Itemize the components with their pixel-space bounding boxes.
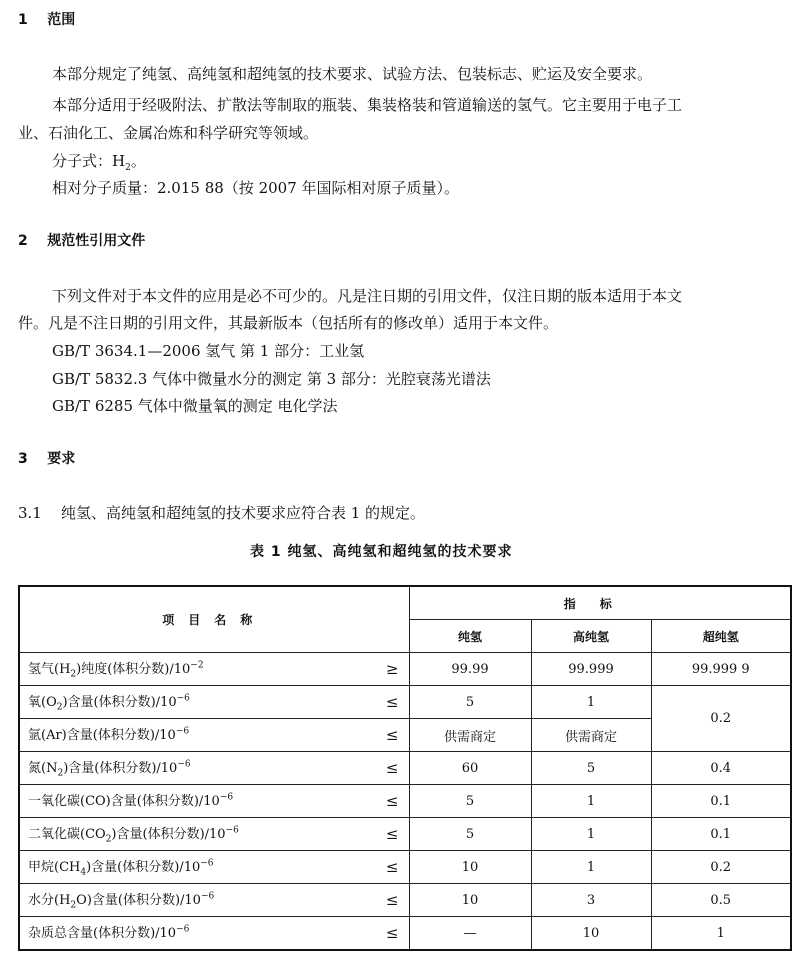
value-ultra-pure: 0.1 xyxy=(651,785,791,818)
subsection-text: 纯氢、高纯氢和超纯氢的技术要求应符合表 1 的规定。 xyxy=(60,504,426,522)
item-name: 水分$(H_2O)$含量(体积分数)$/10^{-6}$ ≤ xyxy=(19,884,409,917)
formula-subscript: 2 xyxy=(125,163,131,173)
subsection-number: 3.1 xyxy=(18,504,42,522)
normative-reference: GB/T 6285 气体中微量氧的测定 电化学法 xyxy=(52,397,338,415)
comparison-symbol: ≤ xyxy=(385,759,399,777)
comparison-symbol: ≥ xyxy=(385,660,399,678)
item-name: 氩(Ar)含量(体积分数)$/10^{-6}$ ≤ xyxy=(19,719,409,752)
subsection-3-1 xyxy=(18,503,425,523)
header-index: 指标 xyxy=(409,586,791,620)
value-pure: 99.99 xyxy=(409,653,531,686)
comparison-symbol: ≤ xyxy=(385,858,399,876)
item-name: 氧$(O_2)$含量(体积分数)$/10^{-6}$ ≤ xyxy=(19,686,409,719)
formula-label: 分子式：H xyxy=(52,152,126,170)
value-high-purity: 1 xyxy=(531,818,651,851)
section-number: 3 xyxy=(18,451,28,467)
value-high-purity: 1 xyxy=(531,785,651,818)
table-row xyxy=(19,686,791,719)
header-item-name: 项目名称 xyxy=(19,586,409,653)
comparison-symbol: ≤ xyxy=(385,726,399,744)
value-ultra-pure: 0.1 xyxy=(651,818,791,851)
comparison-symbol: ≤ xyxy=(385,891,399,909)
section-title: 要求 xyxy=(47,451,76,467)
table-row xyxy=(19,752,791,785)
value-pure: 60 xyxy=(409,752,531,785)
molecular-mass: 相对分子质量：2.015 88（按 2007 年国际相对原子质量）。 xyxy=(52,179,460,197)
value-high-purity: 99.999 xyxy=(531,653,651,686)
comparison-symbol: ≤ xyxy=(385,924,399,942)
value-pure: 10 xyxy=(409,851,531,884)
item-name: 一氧化碳(CO)含量(体积分数)$/10^{-6}$ ≤ xyxy=(19,785,409,818)
value-high-purity: 1 xyxy=(531,686,651,719)
value-ultra-pure: 99.999 9 xyxy=(651,653,791,686)
value-pure: 供需商定 xyxy=(409,719,531,752)
table-row xyxy=(19,653,791,686)
column-header: 纯氢 xyxy=(409,620,531,653)
technical-requirements-table xyxy=(18,585,792,951)
section-title: 规范性引用文件 xyxy=(47,233,146,249)
item-name: 二氧化碳$(CO_2)$含量(体积分数)$/10^{-6}$ ≤ xyxy=(19,818,409,851)
table-header-row xyxy=(19,586,791,620)
value-high-purity: 3 xyxy=(531,884,651,917)
value-pure: 5 xyxy=(409,818,531,851)
value-pure: — xyxy=(409,917,531,951)
paragraph: 本部分规定了纯氢、高纯氢和超纯氢的技术要求、试验方法、包装标志、贮运及安全要求。 xyxy=(52,65,653,83)
value-high-purity: 5 xyxy=(531,752,651,785)
column-header: 高纯氢 xyxy=(531,620,651,653)
table-caption: 表 1 纯氢、高纯氢和超纯氢的技术要求 xyxy=(250,544,513,560)
item-name: 杂质总含量(体积分数)$/10^{-6}$ ≤ xyxy=(19,917,409,951)
paragraph-continuation: 件。凡是不注日期的引用文件，其最新版本（包括所有的修改单）适用于本文件。 xyxy=(18,314,559,332)
value-pure: 10 xyxy=(409,884,531,917)
value-ultra-pure: 0.5 xyxy=(651,884,791,917)
paragraph: 下列文件对于本文件的应用是必不可少的。凡是注日期的引用文件，仅注日期的版本适用于本文 xyxy=(52,287,683,305)
section-number: 2 xyxy=(18,233,28,249)
value-ultra-pure: 0.2 xyxy=(651,686,791,752)
table-row xyxy=(19,851,791,884)
value-high-purity: 供需商定 xyxy=(531,719,651,752)
item-name: 氮$(N_2)$含量(体积分数)$/10^{-6}$ ≤ xyxy=(19,752,409,785)
value-ultra-pure: 0.2 xyxy=(651,851,791,884)
table-row xyxy=(19,884,791,917)
value-pure: 5 xyxy=(409,686,531,719)
item-name: 甲烷$(CH_4)$含量(体积分数)$/10^{-6}$ ≤ xyxy=(19,851,409,884)
value-high-purity: 1 xyxy=(531,851,651,884)
table-row xyxy=(19,785,791,818)
formula-end: 。 xyxy=(130,152,146,170)
molecular-formula xyxy=(52,151,146,178)
value-ultra-pure: 1 xyxy=(651,917,791,951)
table-row xyxy=(19,818,791,851)
comparison-symbol: ≤ xyxy=(385,693,399,711)
value-ultra-pure: 0.4 xyxy=(651,752,791,785)
comparison-symbol: ≤ xyxy=(385,792,399,810)
paragraph: 本部分适用于经吸附法、扩散法等制取的瓶装、集装格装和管道输送的氢气。它主要用于电子工 xyxy=(52,96,683,114)
section-2-heading xyxy=(18,231,145,251)
table-row xyxy=(19,917,791,951)
comparison-symbol: ≤ xyxy=(385,825,399,843)
section-1-heading xyxy=(18,10,75,30)
section-number: 1 xyxy=(18,12,28,28)
item-name: 氢气$(H_2)$纯度(体积分数)$/10^{-2}$ ≥ xyxy=(19,653,409,686)
paragraph-continuation: 业、石油化工、金属冶炼和科学研究等领域。 xyxy=(18,124,319,142)
value-high-purity: 10 xyxy=(531,917,651,951)
value-pure: 5 xyxy=(409,785,531,818)
section-3-heading xyxy=(18,449,75,469)
normative-reference: GB/T 3634.1—2006 氢气 第 1 部分：工业氢 xyxy=(52,342,365,360)
column-header: 超纯氢 xyxy=(651,620,791,653)
normative-reference: GB/T 5832.3 气体中微量水分的测定 第 3 部分：光腔衰荡光谱法 xyxy=(52,370,491,388)
section-title: 范围 xyxy=(47,12,76,28)
